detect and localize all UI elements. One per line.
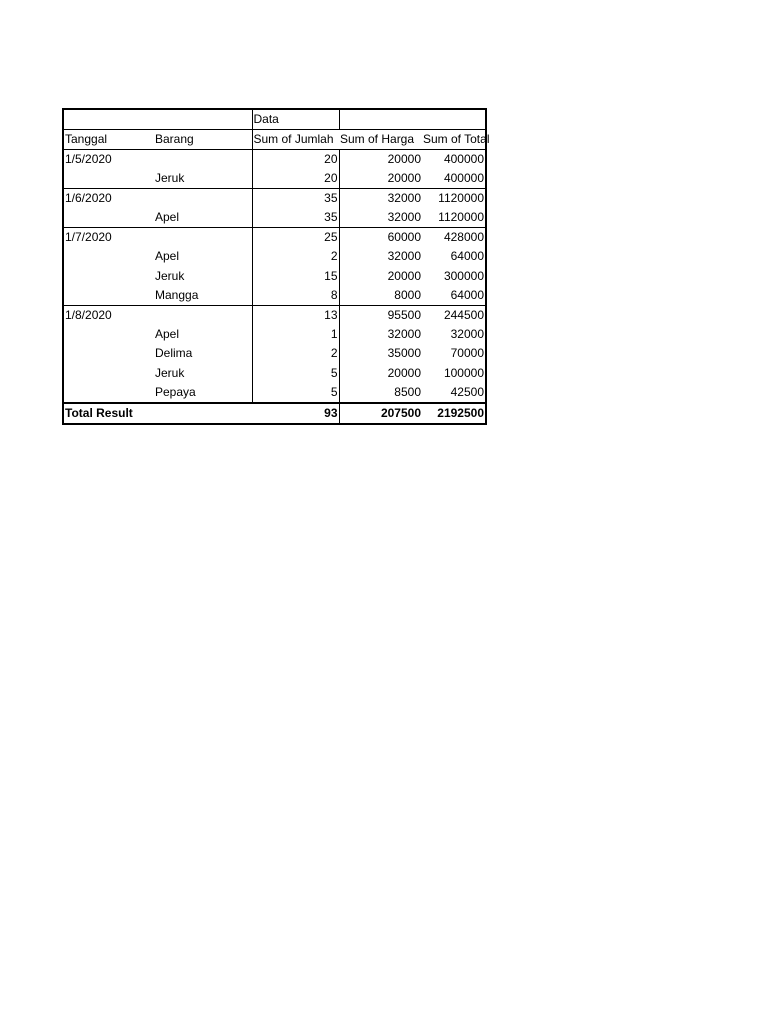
barang-cell[interactable]: Jeruk [154,169,252,189]
barang-cell[interactable]: Apel [154,325,252,344]
harga-cell[interactable]: 35000 [387,346,421,361]
total-cell[interactable]: 42500 [422,383,486,403]
jumlah-cell[interactable]: 5 [252,364,339,383]
harga-cell[interactable]: 32000 [387,210,421,224]
harga-cell[interactable]: 20000 [387,171,421,185]
harga-cell[interactable]: 95500 [339,305,422,325]
total-cell[interactable]: 32000 [422,325,486,344]
total-cell[interactable]: 1120000 [422,189,486,209]
harga-cell[interactable]: 32000 [387,326,421,341]
total-cell[interactable]: 244500 [422,305,486,325]
table-row [63,325,486,344]
table-row [63,286,486,306]
total-result-label[interactable]: Total Result [63,403,252,424]
total-cell[interactable]: 100000 [422,364,486,383]
header-tanggal[interactable]: Tanggal [63,130,154,150]
header-sum-jumlah[interactable]: Sum of Jumlah [252,130,339,150]
table-row [63,228,486,248]
table-row [63,208,486,228]
jumlah-cell[interactable]: 1 [252,325,339,344]
harga-cell[interactable]: 8500 [394,384,421,399]
tanggal-cell[interactable] [63,325,154,344]
table-row [63,364,486,383]
barang-cell[interactable]: Apel [154,208,252,228]
jumlah-cell[interactable]: 13 [252,305,339,325]
data-field-header[interactable]: Data [252,109,339,130]
jumlah-cell[interactable]: 25 [252,228,339,248]
jumlah-cell[interactable]: 20 [252,169,339,189]
tanggal-cell[interactable]: 1/6/2020 [63,189,154,209]
harga-cell[interactable]: 20000 [339,150,422,170]
jumlah-cell[interactable]: 2 [252,247,339,266]
table-row [63,169,486,189]
header-barang[interactable]: Barang [154,130,252,150]
barang-cell[interactable]: Apel [154,247,252,266]
table-row [63,247,486,266]
harga-cell[interactable]: 20000 [387,268,421,283]
tanggal-cell[interactable] [63,364,154,383]
jumlah-cell[interactable]: 15 [252,266,339,285]
header-sum-total-label: Sum of Total [423,132,490,146]
tanggal-cell[interactable]: 1/8/2020 [63,305,154,325]
harga-cell[interactable]: 32000 [339,189,422,209]
barang-cell[interactable] [154,150,252,170]
tanggal-cell[interactable] [63,286,154,306]
pivot-table [62,108,490,425]
table-row [63,266,486,285]
header-sum-total[interactable] [422,130,490,150]
table-row [63,150,486,170]
total-cell[interactable]: 64000 [422,286,486,306]
empty-corner-cell[interactable] [154,109,252,130]
total-cell[interactable]: 300000 [422,266,486,285]
barang-cell[interactable]: Delima [154,344,252,363]
table-row [63,189,486,209]
harga-cell[interactable]: 20000 [387,365,421,380]
total-cell[interactable]: 1120000 [422,208,486,228]
barang-cell[interactable]: Jeruk [154,266,252,285]
empty-corner-cell[interactable] [63,109,154,130]
total-result-row [63,403,486,424]
total-cell[interactable]: 400000 [422,150,486,170]
harga-cell[interactable]: 8000 [394,287,421,302]
column-header-row [63,130,486,150]
header-sum-harga[interactable]: Sum of Harga [339,130,422,150]
barang-cell[interactable] [154,189,252,209]
jumlah-cell[interactable]: 5 [252,383,339,403]
pivot-table-body [63,109,490,424]
data-header-row [63,109,486,130]
tanggal-cell[interactable]: 1/7/2020 [63,228,154,248]
tanggal-cell[interactable]: 1/5/2020 [63,150,154,170]
tanggal-cell[interactable] [63,383,154,403]
barang-cell[interactable]: Jeruk [154,364,252,383]
table-row [63,383,486,403]
total-cell[interactable]: 428000 [422,228,486,248]
tanggal-cell[interactable] [63,344,154,363]
total-total-cell[interactable]: 2192500 [422,403,486,424]
table-row [63,305,486,325]
table-row [63,344,486,363]
tanggal-cell[interactable] [63,266,154,285]
total-harga-cell[interactable]: 207500 [339,403,422,424]
jumlah-cell[interactable]: 2 [252,344,339,363]
total-cell[interactable]: 70000 [422,344,486,363]
jumlah-cell[interactable]: 35 [252,208,339,228]
tanggal-cell[interactable] [63,169,154,189]
barang-cell[interactable] [154,305,252,325]
harga-cell[interactable]: 32000 [387,249,421,264]
jumlah-cell[interactable]: 8 [252,286,339,306]
jumlah-cell[interactable]: 35 [252,189,339,209]
tanggal-cell[interactable] [63,247,154,266]
barang-cell[interactable]: Pepaya [154,383,252,403]
empty-header-cell[interactable] [422,109,486,130]
jumlah-cell[interactable]: 20 [252,150,339,170]
harga-cell[interactable]: 60000 [339,228,422,248]
barang-cell[interactable]: Mangga [154,286,252,306]
tanggal-cell[interactable] [63,208,154,228]
barang-cell[interactable] [154,228,252,248]
total-cell[interactable]: 400000 [422,169,486,189]
empty-header-cell[interactable] [339,109,422,130]
total-cell[interactable]: 64000 [422,247,486,266]
total-jumlah-cell[interactable]: 93 [252,403,339,424]
